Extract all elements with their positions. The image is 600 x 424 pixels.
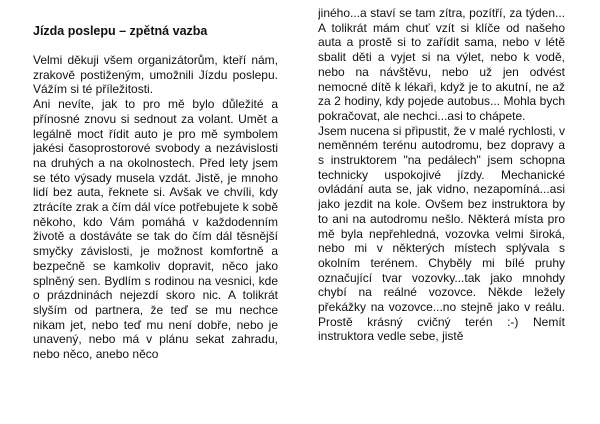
document-title: Jízda poslepu – zpětná vazba	[33, 24, 208, 38]
paragraph-continuation: jiného...a staví se tam zítra, pozítří, za týden... A tolikrát mám chuť vzít si klíče od našeho auta a prostě si to zařídit sama, nebo v létě sbalit děti a vyjet si na výlet, nebo k vodě, nebo na návštěvu, nebo už jen odvést nemocné dítě k lékaři, když je to akutní, ne až za 2 hodiny, kdy pojede autobus... Mohla bych pokračovat, ale nechci...asi to chápete.	[318, 6, 565, 123]
paragraph-autodrom: Jsem nucena si připustit, že v malé rychlosti, v neměnném terénu autodromu, bez dopravy a s instruktorem "na pedálech" jsem schopna technicky uspokojivé jízdy. Mechanické ovládání auta se, jak vidno, nezapomíná...asi jako jezdit na kole. Ovšem bez instruktora by to ani na autodromu nešlo. Některá místa pro mě byla nepřehledná, vozovka velmi široká, nebo mi v některých místech splývala s okolním terénem. Chyběly mi bílé pruhy označující tvar vozovky...tak jako mnohdy chybí na reálné vozovce. Někde ležely překážky na vozovce...no stejně jako v reálu. Prostě krásný cvičný terén :-) Nemít instruktora vedle sebe, jistě	[318, 123, 565, 344]
paragraph-importance: Ani nevíte, jak to pro mě bylo důležité a přínosné znovu si sednout za volant. Umět a legálně moct řídit auto je pro mě symbolem jakési časoprostorové svobody a nezávislosti na druhých a na okolnostech. Před lety jsem se této výsady musela vzdát. Jistě, je mnoho lidí bez auta, řeknete si. Avšak ve chvíli, kdy ztrácíte zrak a čím dál více potřebujete k sobě někoho, kdo Vám pomáhá v každodenním životě a dostáváte se tak do čím dál těsnější smyčky závislosti, je možnost komfortně a bezpečně se kamkoliv dopravit, něco jako splněný sen. Bydlím s rodinou na vesnici, kde o prázdninách nejezdí skoro nic. A tolikrát slyším od partnera, že teď se mu nechce nikam jet, nebo teď mu není dobře, nebo je unavený, nebo má v plánu sekat zahradu, nebo něco, anebo něco	[33, 97, 278, 362]
right-column	[318, 6, 565, 406]
left-column	[33, 24, 278, 424]
paragraph-thanks: Velmi děkuji všem organizátorům, kteří nám, zrakově postiženým, umožnili Jízdu poslepu. Vážím si té příležitosti.	[33, 53, 278, 97]
